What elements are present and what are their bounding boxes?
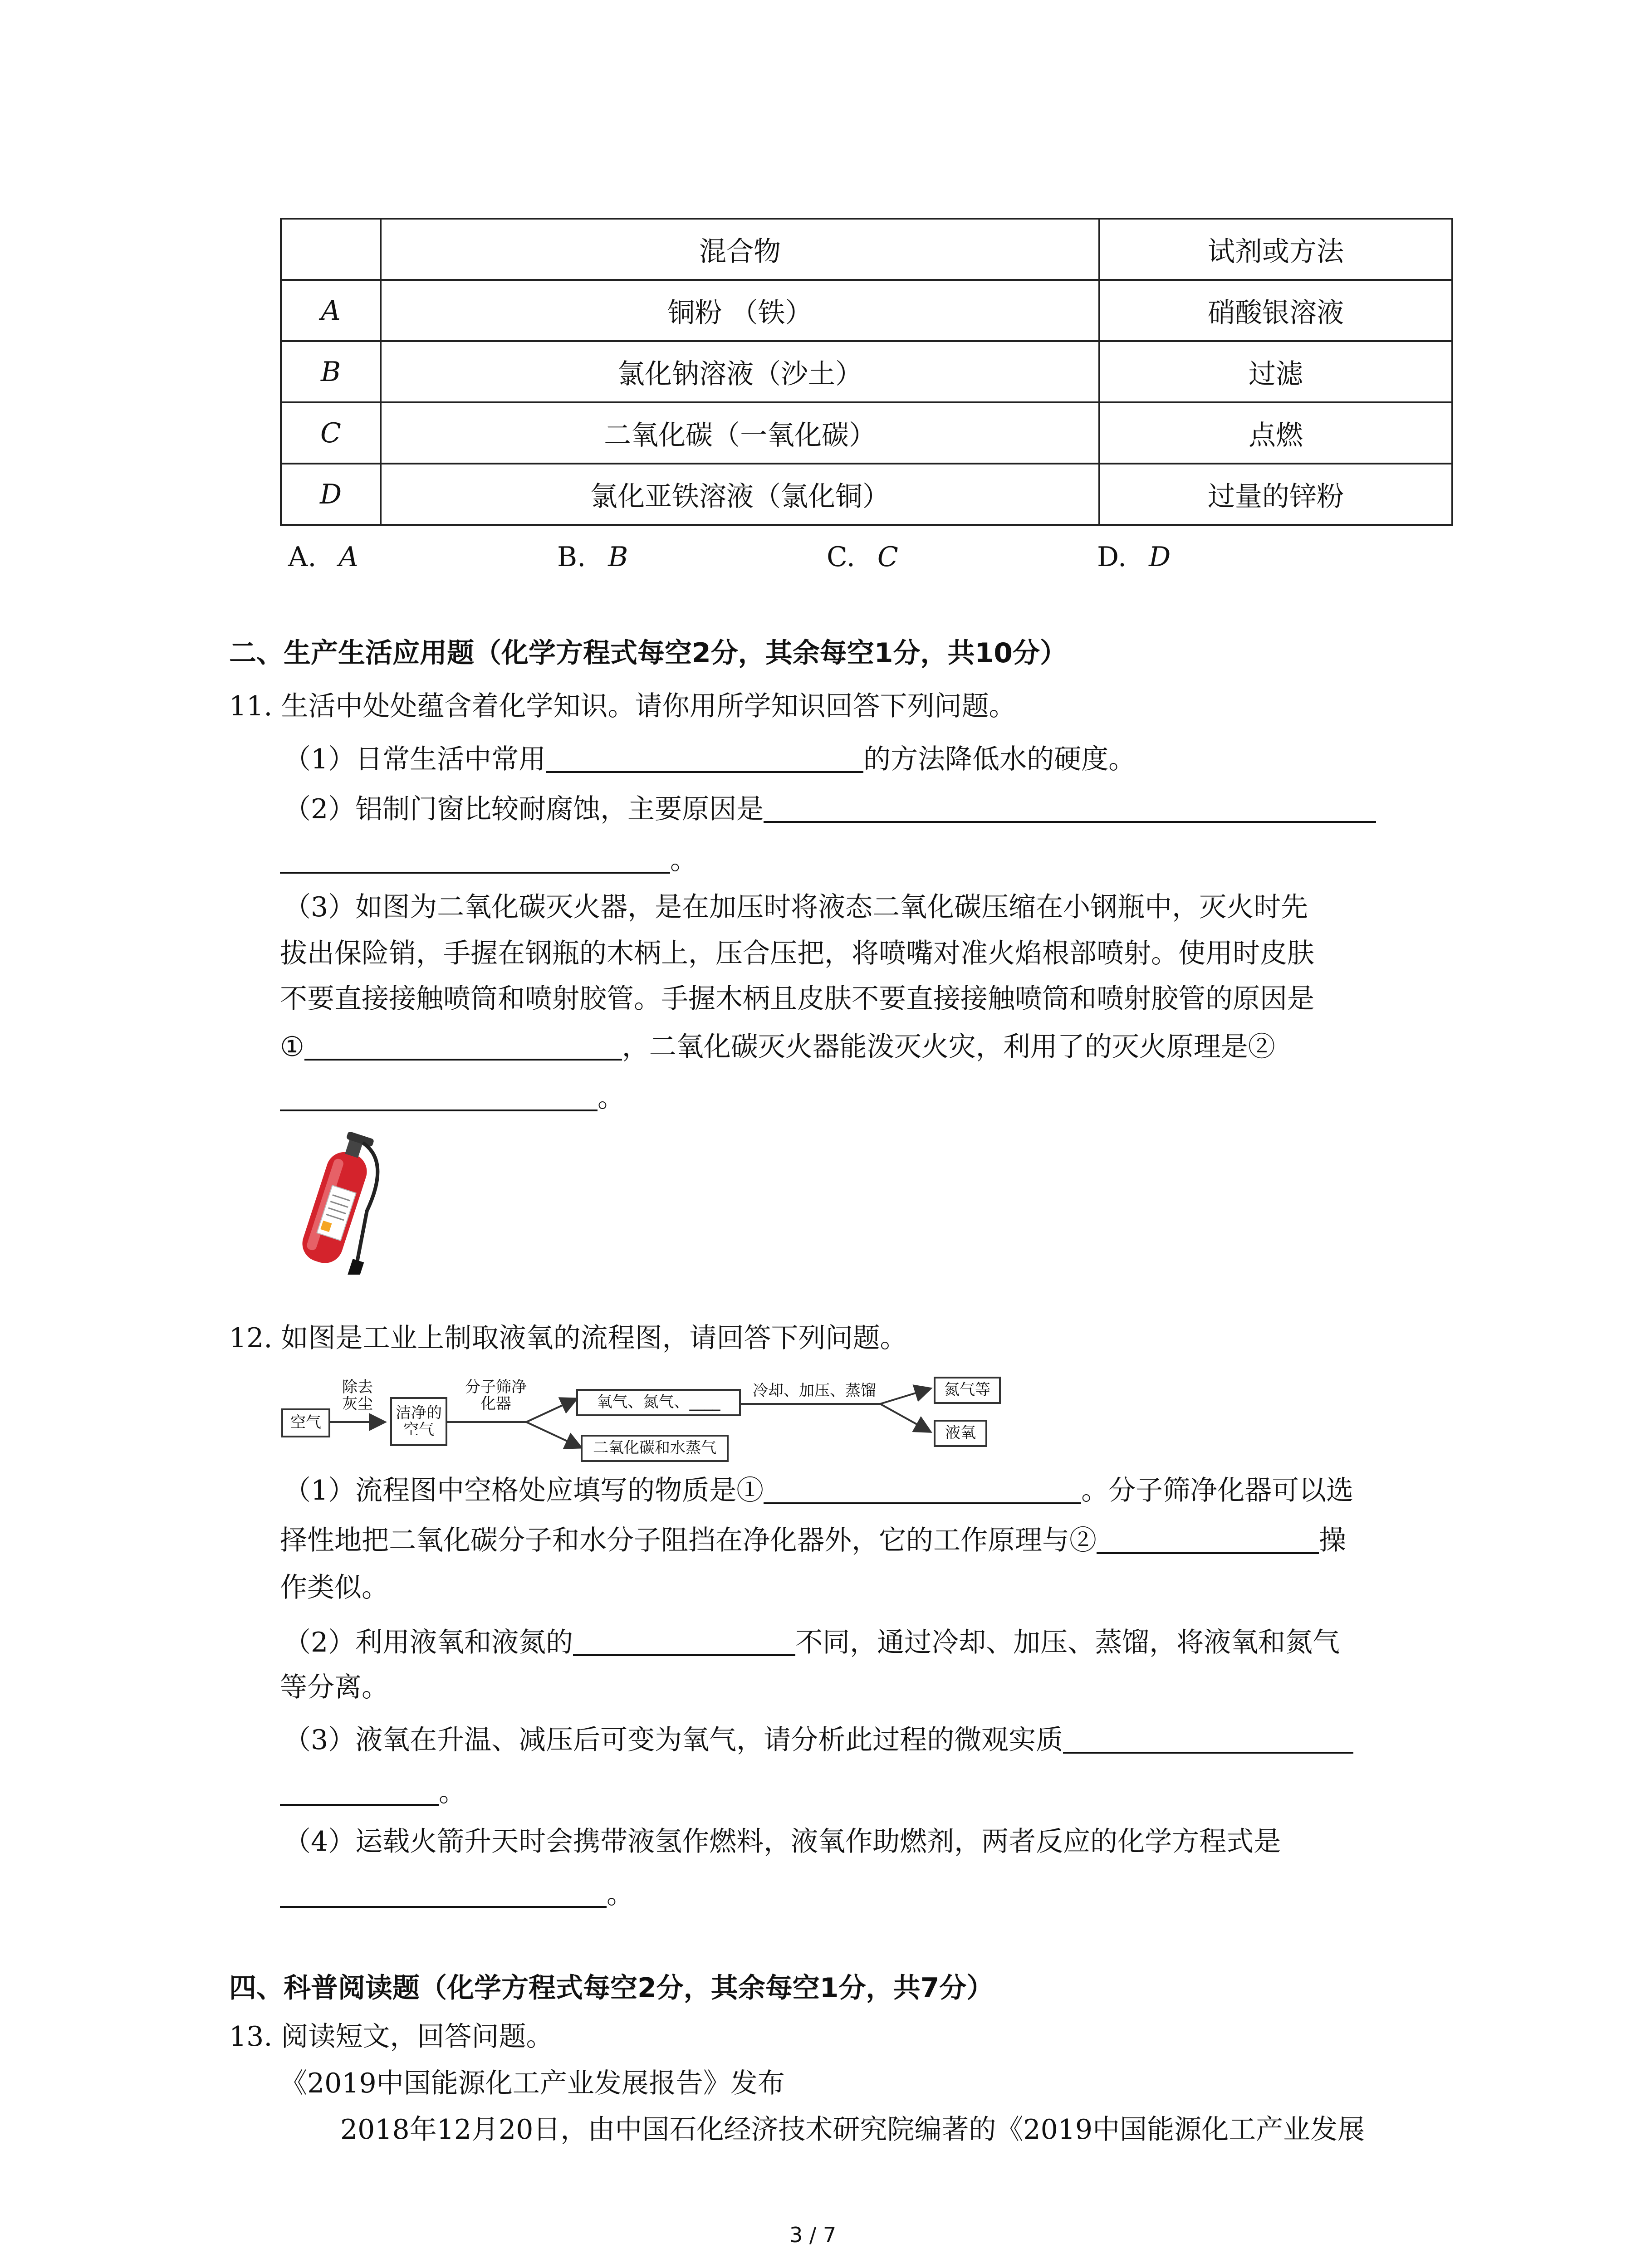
q11-part2-text: （2）铝制门窗比较耐腐蚀，主要原因是 [284,793,764,825]
choice-prefix: C. [827,541,855,573]
q12-part2 [284,1626,1340,1656]
row-label: B [281,341,381,402]
answer-blank[interactable] [280,1878,607,1908]
answer-blank[interactable] [280,1081,598,1111]
question-stem: 11. 生活中处处蕴含着化学知识。请你用所学知识回答下列问题。 [229,690,1016,722]
mixture-cell: 氯化亚铁溶液（氯化铜） [381,464,1099,525]
q12-part1-text: 择性地把二氧化碳分子和水分子阻挡在净化器外，它的工作原理与② [280,1525,1097,1556]
answer-blank[interactable] [1063,1724,1353,1754]
q11-part2 [284,793,1376,823]
table-header-cell: 混合物 [381,219,1099,280]
q11-part1 [284,743,1136,773]
options-table [280,218,1453,526]
q12-part1-text: 。分子筛净化器可以选 [1081,1475,1354,1506]
row-label: C [281,402,381,464]
q12-part4-cont [280,1878,634,1908]
q12-part3 [284,1724,1353,1754]
answer-blank[interactable] [1097,1524,1319,1554]
table-header-cell: 试剂或方法 [1099,219,1452,280]
q12-part1-line3: 作类似。 [280,1572,389,1603]
q11-part3-cont [280,1081,625,1114]
flow-box-co2: 二氧化碳和水蒸气 [581,1435,729,1462]
q12-part2-text: 不同，通过冷却、加压、蒸馏，将液氧和氮气 [795,1627,1340,1658]
punctuation: 。 [607,1878,634,1910]
method-cell: 过滤 [1099,341,1452,402]
flow-label-step3: 冷却、加压、蒸馏 [753,1382,876,1400]
flow-label-step1: 除去灰尘 [342,1378,373,1413]
choice-b [557,543,628,571]
table-header-row [281,219,1452,280]
choice-value: C [877,541,898,573]
question-stem: 13. 阅读短文，回答问题。 [229,2021,554,2053]
choice-prefix: D. [1097,541,1127,573]
circled-1: ① [280,1031,304,1063]
table-header-cell [281,219,381,280]
q12-part1 [284,1474,1353,1504]
method-cell: 点燃 [1099,402,1452,464]
flow-label-step2: 分子筛净化器 [465,1378,527,1413]
q12-part2-text: （2）利用液氧和液氮的 [284,1627,573,1658]
flow-box-gases: 氧气、氮气、____ [576,1389,741,1416]
question-stem: 12. 如图是工业上制取液氧的流程图，请回答下列问题。 [229,1322,907,1354]
q12-part1-text: 操 [1319,1525,1346,1556]
article-paragraph: 2018年12月20日，由中国石化经济技术研究院编著的《2019中国能源化工产业发展 [340,2114,1365,2146]
answer-blank[interactable] [573,1626,795,1656]
table-row [281,464,1452,525]
answer-blank[interactable] [764,793,1376,823]
answer-blank[interactable] [304,1031,622,1061]
choice-c [827,543,898,571]
choice-value: B [608,541,628,573]
section-title: 二、生产生活应用题（化学方程式每空2分，其余每空1分，共10分） [229,637,1067,669]
q11-part3-line: （3）如图为二氧化碳灭火器，是在加压时将液态二氧化碳压缩在小钢瓶中，灭火时先 [284,891,1308,923]
answer-blank[interactable] [280,1776,439,1806]
q11-part1-text: 的方法降低水的硬度。 [863,743,1136,775]
table-row [281,402,1452,464]
q11-part3-line [280,1031,1275,1061]
flow-box-nitrogen: 氮气等 [934,1377,1001,1404]
q11-part1-text: （1）日常生活中常用 [284,743,546,775]
q12-part4: （4）运载火箭升天时会携带液氢作燃料，液氧作助燃剂，两者反应的化学方程式是 [284,1826,1281,1857]
q12-part1-text: （1）流程图中空格处应填写的物质是① [284,1475,764,1506]
mixture-cell: 二氧化碳（一氧化碳） [381,402,1099,464]
punctuation: 。 [598,1082,625,1114]
choice-prefix: A. [288,541,317,573]
choice-d [1097,543,1171,571]
mixture-cell: 氯化钠溶液（沙土） [381,341,1099,402]
punctuation: 。 [439,1776,466,1808]
row-label: A [281,280,381,341]
q12-part2-line2: 等分离。 [280,1672,389,1703]
q12-part3-cont [280,1776,466,1806]
choice-prefix: B. [557,541,586,573]
q12-part1-line2 [280,1524,1346,1554]
flow-box-air: 空气 [281,1408,330,1437]
page-number: 3 / 7 [789,2223,837,2247]
answer-blank[interactable] [764,1474,1081,1504]
method-cell: 过量的锌粉 [1099,464,1452,525]
table-row [281,280,1452,341]
fire-extinguisher-icon [286,1120,395,1275]
q11-part2-cont [280,844,697,874]
table-row [281,341,1452,402]
punctuation: 。 [670,844,697,876]
article-title: 《2019中国能源化工产业发展报告》发布 [280,2068,785,2099]
answer-blank[interactable] [280,844,670,874]
q11-part3-line: 不要直接接触喷筒和喷射胶管。手握木柄且皮肤不要直接接触喷筒和喷射胶管的原因是 [280,983,1314,1015]
choice-a [288,543,358,571]
answer-blank[interactable] [546,743,863,773]
flow-box-liquid-oxygen: 液氧 [934,1420,987,1447]
row-label: D [281,464,381,525]
choice-value: A [338,541,358,573]
flow-box-clean-air: 洁净的空气 [390,1397,447,1446]
q11-part3-text: ，二氧化碳灭火器能泼灭火灾，利用了的灭火原理是② [622,1031,1275,1063]
method-cell: 硝酸银溶液 [1099,280,1452,341]
q12-part3-text: （3）液氧在升温、减压后可变为氧气，请分析此过程的微观实质 [284,1724,1063,1756]
section-title: 四、科普阅读题（化学方程式每空2分，其余每空1分，共7分） [229,1972,994,2004]
q11-part3-line: 拔出保险销，手握在钢瓶的木柄上，压合压把，将喷嘴对准火焰根部喷射。使用时皮肤 [280,938,1314,969]
mixture-cell: 铜粉 （铁） [381,280,1099,341]
choice-value: D [1149,541,1171,573]
